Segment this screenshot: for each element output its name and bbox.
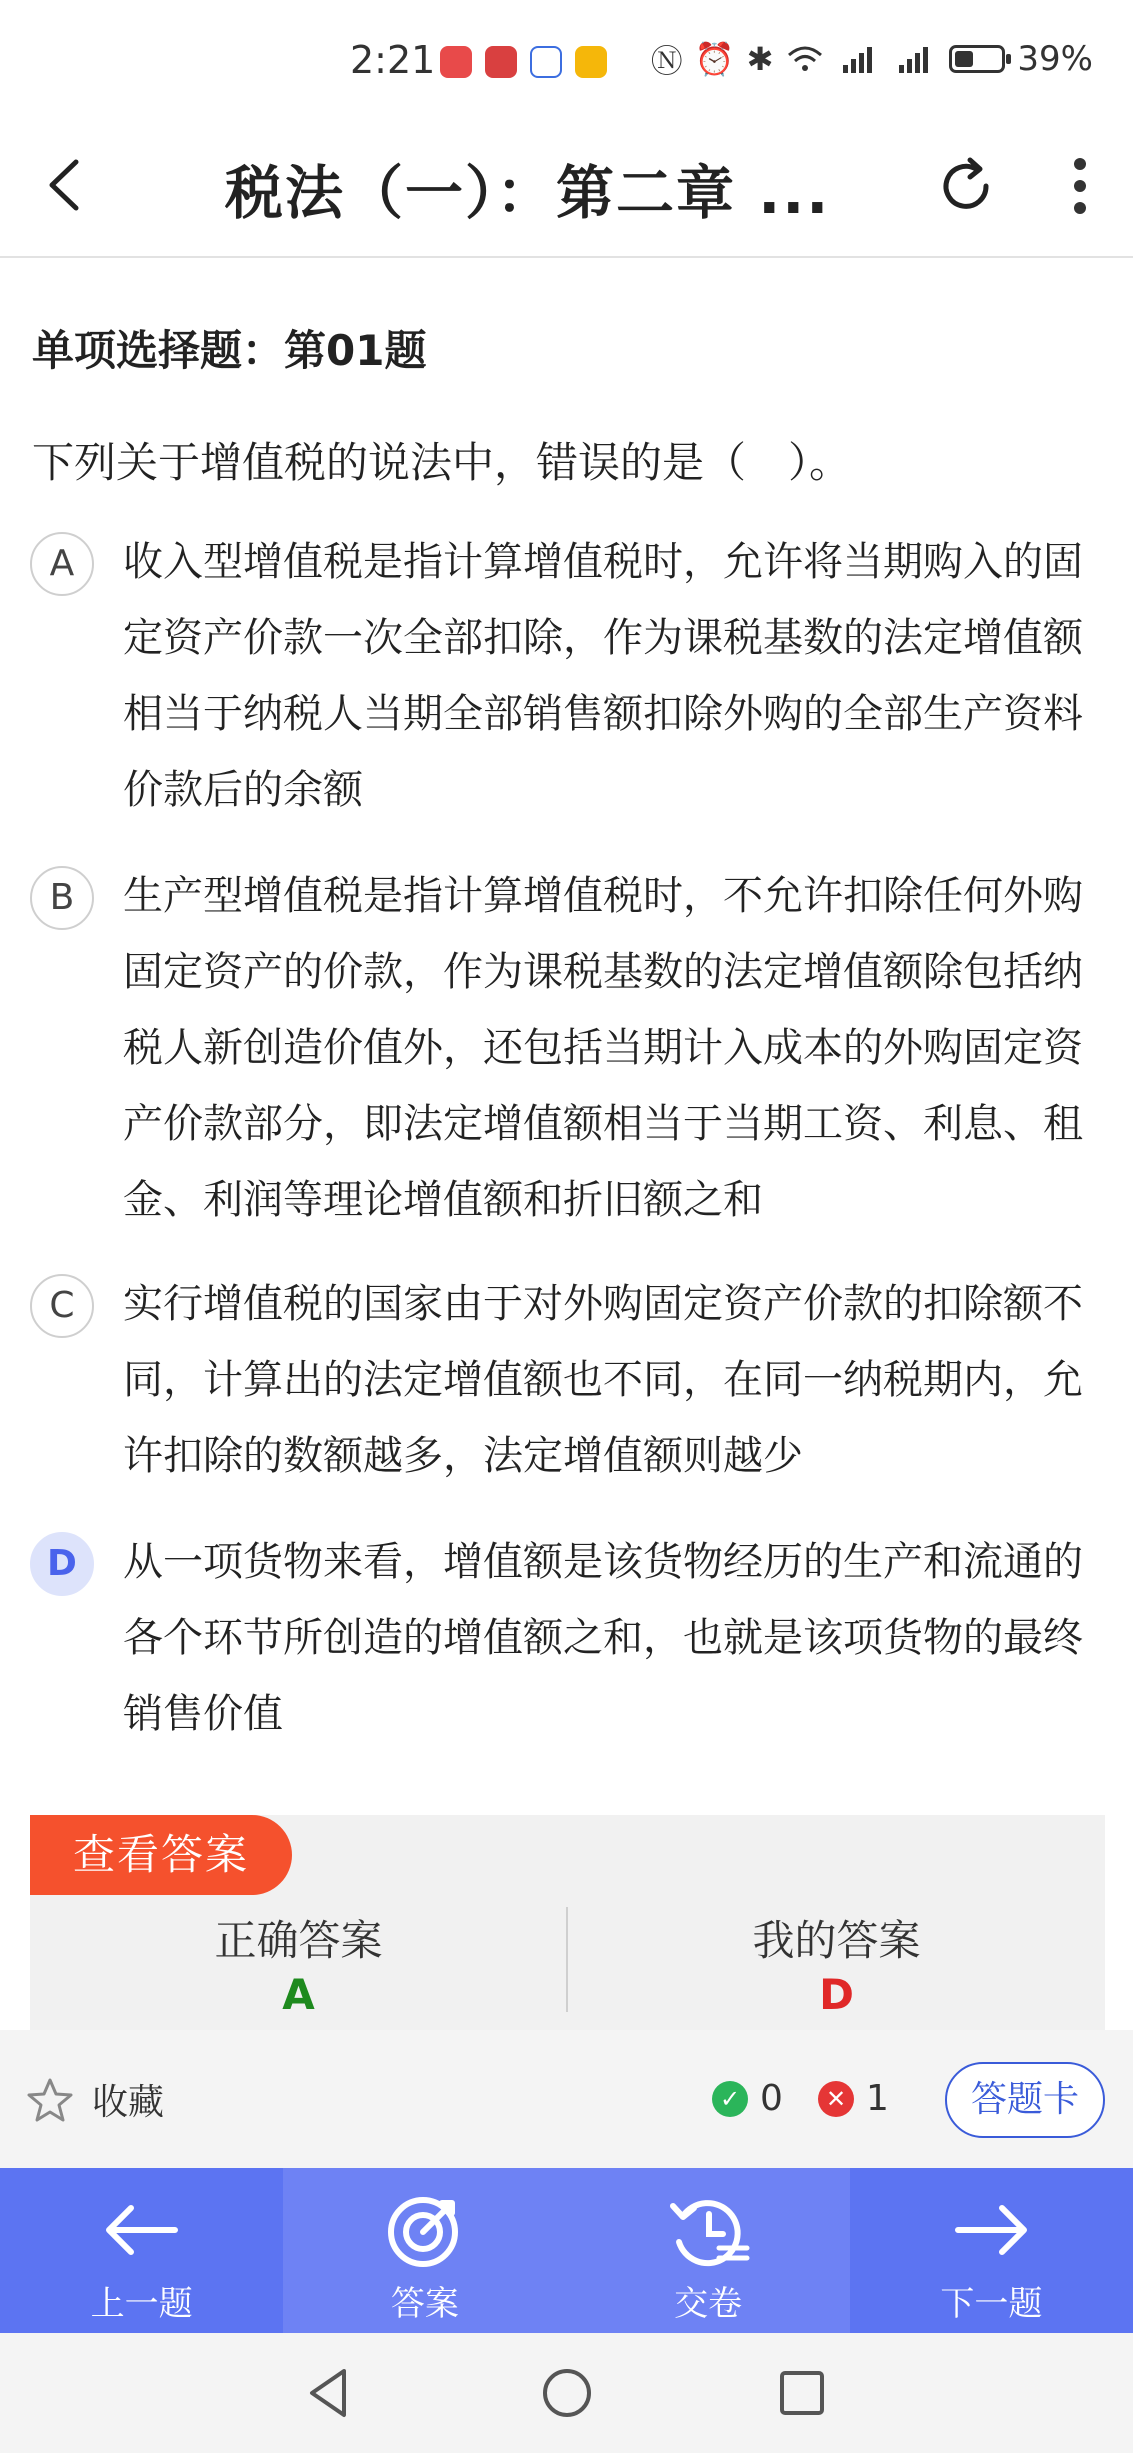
- view-answer-tag[interactable]: 查看答案: [30, 1815, 292, 1895]
- signal-icon-2: [893, 43, 937, 75]
- answer-button[interactable]: [283, 2168, 566, 2333]
- wrong-count: [818, 2078, 889, 2119]
- next-question-button[interactable]: [850, 2168, 1133, 2333]
- more-options-button[interactable]: [1050, 150, 1110, 222]
- correct-count-value: 0: [760, 2078, 783, 2119]
- question-stem: 下列关于增值税的说法中，错误的是（ ）。: [32, 438, 852, 487]
- submit-label: 交卷: [674, 2284, 743, 2324]
- battery-icon: [949, 45, 1005, 73]
- prev-question-button[interactable]: [0, 2168, 283, 2333]
- correct-answer: [30, 1908, 567, 2019]
- refresh-button[interactable]: [930, 150, 1002, 222]
- wifi-icon: [785, 43, 825, 75]
- wrong-count-value: 1: [866, 2078, 889, 2119]
- status-bar: [0, 0, 1133, 120]
- submit-clock-icon: [663, 2190, 753, 2270]
- favorite-button[interactable]: [26, 2074, 164, 2125]
- system-nav-bar: [0, 2333, 1133, 2453]
- arrow-left-icon: [97, 2190, 187, 2270]
- answer-label: 答案: [390, 2284, 459, 2324]
- action-row: [0, 2030, 1133, 2168]
- option-text: 从一项货物来看，增值额是该货物经历的生产和流通的各个环节所创造的增值额之和，也就是该项货物的最终销售价值: [123, 1539, 1083, 1737]
- weibo-app-icon: [575, 46, 607, 78]
- system-recents-icon[interactable]: [772, 2363, 832, 2423]
- option-text: 实行增值税的国家由于对外购固定资产价款的扣除额不同，计算出的法定增值额也不同，在同一纳税期内，允许扣除的数额越多，法定增值额则越少: [123, 1281, 1083, 1479]
- submit-button[interactable]: [567, 2168, 850, 2333]
- music-app-icon: [530, 46, 562, 78]
- option-letter: C: [30, 1274, 94, 1338]
- status-time: 2:21: [350, 38, 436, 82]
- nfc-icon: Ⓝ: [650, 42, 683, 80]
- check-icon: ✓: [712, 2081, 748, 2117]
- my-answer-label: 我的答案: [752, 1916, 921, 1965]
- huawei-app-icon: [485, 46, 517, 78]
- correct-count: [712, 2078, 783, 2119]
- next-question-label: 下一题: [940, 2284, 1043, 2324]
- option-text: 收入型增值税是指计算增值税时，允许将当期购入的固定资产价款一次全部扣除，作为课税基数的法定增值额相当于纳税人当期全部销售额扣除外购的全部生产资料价款后的余额: [123, 539, 1083, 813]
- status-indicators: [651, 36, 1093, 82]
- app-header: [0, 120, 1133, 258]
- page-title: 税法（一）：第二章 ...: [225, 159, 831, 227]
- my-answer: [568, 1908, 1105, 2019]
- system-back-icon[interactable]: [300, 2363, 360, 2423]
- book-app-icon: [440, 46, 472, 78]
- back-button[interactable]: [30, 150, 100, 220]
- target-icon: [380, 2190, 470, 2270]
- battery-percent: 39%: [1017, 39, 1093, 79]
- bluetooth-icon: ✱: [746, 40, 774, 78]
- bottom-nav: [0, 2168, 1133, 2333]
- option-letter: A: [30, 532, 94, 596]
- option-letter: B: [30, 866, 94, 930]
- answer-card-button[interactable]: 答题卡: [945, 2062, 1105, 2138]
- alarm-icon: ⏰: [694, 40, 735, 78]
- correct-answer-label: 正确答案: [214, 1916, 383, 1965]
- arrow-right-icon: [946, 2190, 1036, 2270]
- star-icon: [26, 2076, 74, 2124]
- cross-icon: ✕: [818, 2081, 854, 2117]
- signal-icon-1: [837, 43, 881, 75]
- question-type-label: 单项选择题：第01题: [32, 326, 427, 375]
- favorite-label: 收藏: [92, 2082, 165, 2123]
- prev-question-label: 上一题: [90, 2284, 193, 2324]
- option-text: 生产型增值税是指计算增值税时，不允许扣除任何外购固定资产的价款，作为课税基数的法定增值额除包括纳税人新创造价值外，还包括当期计入成本的外购固定资产价款部分，即法定增值额相当于当期工资、利息、租金、利润等理论增值额和折旧额之和: [123, 873, 1083, 1223]
- system-home-icon[interactable]: [537, 2363, 597, 2423]
- option-letter: D: [30, 1532, 94, 1596]
- correct-answer-value: A: [282, 1970, 315, 2019]
- my-answer-value: D: [819, 1970, 854, 2019]
- answer-panel: [30, 1815, 1105, 2030]
